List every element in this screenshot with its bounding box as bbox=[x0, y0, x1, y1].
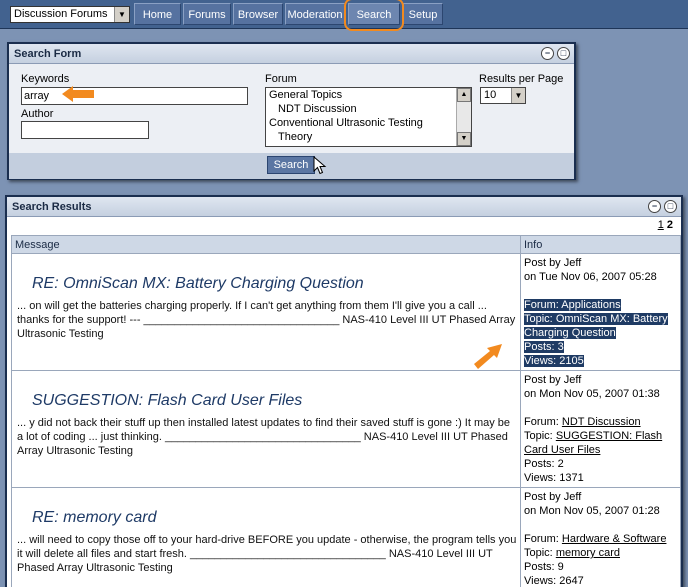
search-results-header bbox=[7, 197, 681, 217]
search-form-header bbox=[9, 44, 574, 64]
posts-count: Posts: 3 bbox=[524, 341, 564, 353]
post-by: Post by Jeff bbox=[524, 257, 582, 269]
forum-label: Forum: bbox=[524, 416, 559, 428]
top-nav-bar bbox=[0, 0, 688, 29]
info-cell bbox=[521, 254, 681, 371]
posts-count: Posts: 9 bbox=[524, 561, 564, 573]
search-form-panel bbox=[7, 42, 576, 180]
column-header-message: Message bbox=[12, 236, 521, 254]
tab-forums[interactable]: Forums bbox=[183, 3, 231, 25]
result-excerpt: ... y did not back their stuff up then installed latest updates to find their saved stuff is gone :) It may be a lot of coding ... just thinking. ________________________________ NAS-410 Level III UT Phased Array Ultrasonic Testing bbox=[17, 417, 511, 457]
current-page: 2 bbox=[666, 219, 673, 231]
search-form-body bbox=[9, 64, 574, 178]
search-tab-highlight bbox=[344, 0, 404, 31]
message-cell bbox=[12, 371, 521, 488]
table-row bbox=[12, 371, 681, 488]
scroll-down-icon[interactable]: ▼ bbox=[457, 132, 471, 146]
table-row bbox=[12, 488, 681, 587]
tab-browser[interactable]: Browser bbox=[233, 3, 283, 25]
topic-label: Topic: bbox=[524, 430, 553, 442]
tab-setup[interactable]: Setup bbox=[403, 3, 443, 25]
topic-link[interactable]: SUGGESTION: Flash Card User Files bbox=[524, 430, 663, 456]
maximize-icon[interactable]: □ bbox=[557, 47, 570, 60]
chevron-down-icon[interactable]: ▼ bbox=[114, 7, 129, 22]
post-by: Post by Jeff bbox=[524, 374, 582, 386]
forum-label: Forum: bbox=[524, 299, 559, 311]
forum-link[interactable]: Applications bbox=[561, 299, 621, 311]
chevron-down-icon[interactable]: ▼ bbox=[511, 88, 525, 103]
search-results-panel bbox=[5, 195, 683, 587]
forum-listbox-scrollbar[interactable] bbox=[456, 88, 471, 146]
forum-link[interactable]: NDT Discussion bbox=[561, 416, 641, 428]
info-cell bbox=[521, 371, 681, 488]
topic-link[interactable]: OmniScan MX: Battery Charging Question bbox=[524, 313, 668, 339]
results-per-page-value: 10 bbox=[484, 89, 497, 101]
posts-count: Posts: 2 bbox=[524, 458, 564, 470]
message-cell bbox=[12, 488, 521, 587]
column-header-info: Info bbox=[521, 236, 681, 254]
author-label: Author bbox=[21, 108, 54, 120]
views-count: Views: 2647 bbox=[524, 575, 584, 587]
result-excerpt: ... on will get the batteries charging properly. If I can't get anything from them I'll give you a call ... thanks for the support! --- ________________________________ NAS-410 Level III UT Phased Array Ultrasonic Testing bbox=[17, 300, 516, 340]
results-per-page-select[interactable] bbox=[480, 87, 526, 104]
author-input[interactable] bbox=[21, 121, 149, 139]
forum-select-value: Discussion Forums bbox=[14, 8, 108, 20]
search-form-title: Search Form bbox=[14, 48, 82, 60]
forum-option[interactable]: General Topics bbox=[269, 89, 343, 101]
result-title[interactable]: RE: memory card bbox=[32, 509, 157, 526]
mouse-cursor-icon bbox=[313, 156, 327, 176]
results-table bbox=[11, 235, 681, 587]
result-title[interactable]: RE: OmniScan MX: Battery Charging Question bbox=[32, 275, 364, 292]
minimize-icon[interactable]: − bbox=[541, 47, 554, 60]
table-header-row bbox=[12, 236, 681, 254]
topic-link[interactable]: memory card bbox=[555, 547, 620, 559]
search-button[interactable]: Search bbox=[267, 156, 315, 174]
search-results-title: Search Results bbox=[12, 201, 92, 213]
topic-label: Topic: bbox=[524, 547, 553, 559]
results-per-page-label: Results per Page bbox=[479, 73, 564, 85]
topic-label: Topic: bbox=[524, 313, 553, 325]
pagination bbox=[658, 219, 673, 231]
forum-listbox[interactable] bbox=[265, 87, 472, 147]
views-count: Views: 1371 bbox=[524, 472, 584, 484]
forum-option[interactable]: NDT Discussion bbox=[278, 103, 357, 115]
table-row bbox=[12, 254, 681, 371]
post-date: on Mon Nov 05, 2007 01:38 bbox=[524, 388, 660, 400]
tab-home[interactable]: Home bbox=[134, 3, 181, 25]
post-by: Post by Jeff bbox=[524, 491, 582, 503]
post-date: on Mon Nov 05, 2007 01:28 bbox=[524, 505, 660, 517]
views-count: Views: 2105 bbox=[524, 355, 584, 367]
forum-select[interactable] bbox=[10, 6, 130, 23]
maximize-icon[interactable]: □ bbox=[664, 200, 677, 213]
tab-search[interactable]: Search bbox=[348, 3, 400, 25]
forum-option[interactable]: Theory bbox=[278, 131, 313, 143]
keywords-label: Keywords bbox=[21, 73, 70, 85]
annotation-arrow-icon bbox=[60, 85, 96, 103]
post-date: on Tue Nov 06, 2007 05:28 bbox=[524, 271, 657, 283]
minimize-icon[interactable]: − bbox=[648, 200, 661, 213]
forum-link[interactable]: Hardware & Software bbox=[561, 533, 667, 545]
forum-label: Forum: bbox=[524, 533, 559, 545]
result-title[interactable]: SUGGESTION: Flash Card User Files bbox=[32, 392, 303, 409]
annotation-arrow-icon bbox=[472, 342, 504, 372]
page-link[interactable]: 1 bbox=[657, 219, 664, 231]
message-cell bbox=[12, 254, 521, 371]
scroll-up-icon[interactable]: ▲ bbox=[457, 88, 471, 102]
keywords-input[interactable]: array bbox=[21, 87, 248, 105]
tab-moderation[interactable]: Moderation bbox=[285, 3, 345, 25]
info-cell bbox=[521, 488, 681, 587]
forum-label: Forum bbox=[265, 73, 297, 85]
forum-option[interactable]: Conventional Ultrasonic Testing bbox=[269, 117, 423, 129]
result-excerpt: ... will need to copy those off to your hard-drive BEFORE you update - otherwise, the program tells you it will delete all files and start fresh. ________________________________ NAS-410 Level III UT Phased Array Ultrasonic Testing bbox=[17, 534, 517, 574]
